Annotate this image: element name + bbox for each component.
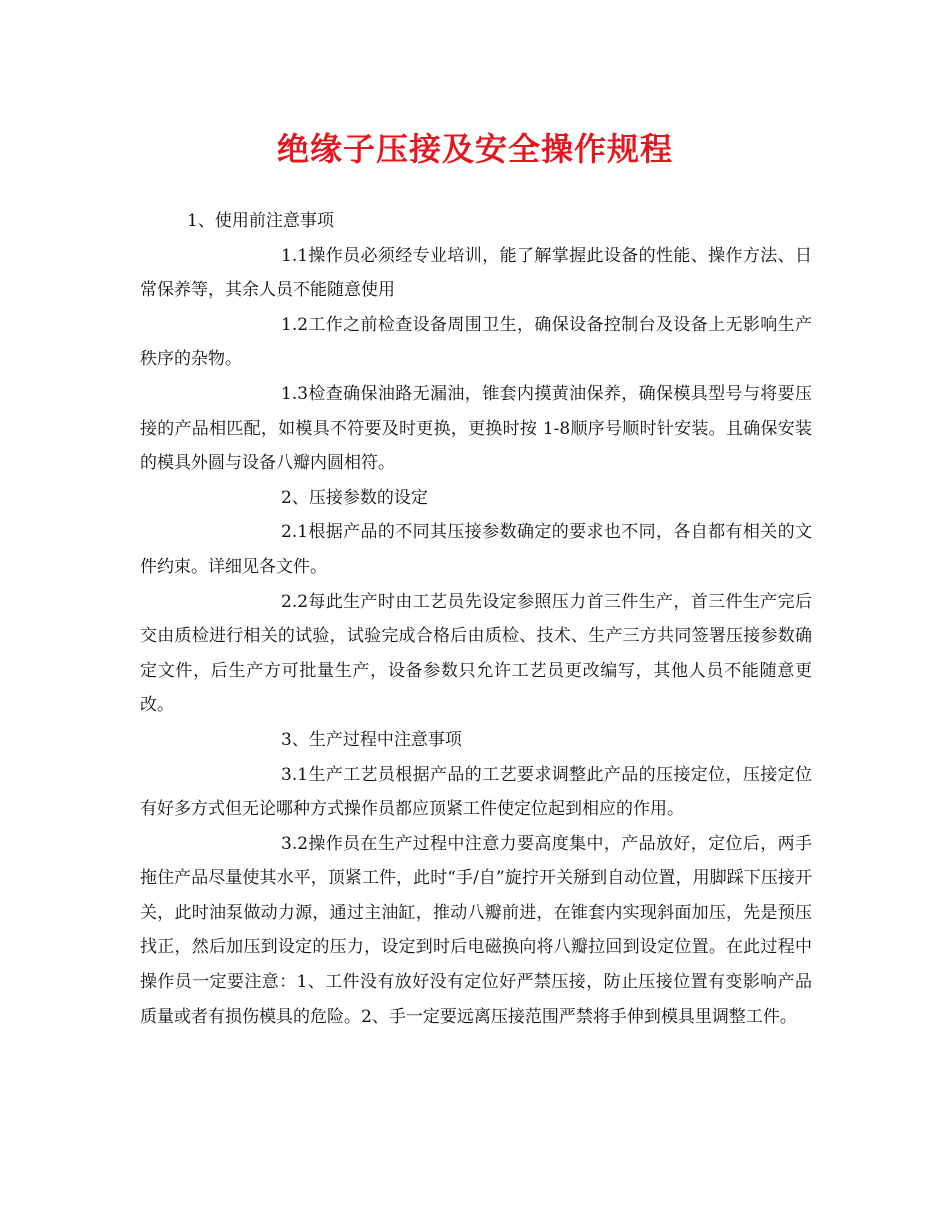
section-heading-1: 1、使用前注意事项 bbox=[187, 211, 334, 231]
paragraph-2-1: 2.1根据产品的不同其压接参数确定的要求也不同，各自都有相关的文件约束。详细见各文件。 bbox=[140, 522, 812, 577]
paragraph-3-1: 3.1生产工艺员根据产品的工艺要求调整此产品的压接定位，压接定位有好多方式但无论哪种方式操作员都应顶紧工件使定位起到相应的作用。 bbox=[140, 764, 812, 820]
document-body bbox=[140, 204, 812, 1034]
paragraph-1-1: 1.1操作员必须经专业培训，能了解掌握此设备的性能、操作方法、日常保养等，其余人员不能随意使用 bbox=[140, 245, 812, 301]
document-title: 绝缘子压接及安全操作规程 bbox=[276, 130, 673, 168]
section-heading-2: 2、压接参数的设定 bbox=[281, 487, 428, 508]
paragraph-2-2: 2.2每此生产时由工艺员先设定参照压力首三件生产，首三件生产完后交由质检进行相关的试验，试验完成合格后由质检、技术、生产三方共同签署压接参数确定文件，后生产方可批量生产，设备参数只允许工艺员更改编写，其他人员不能随意更改。 bbox=[140, 591, 812, 716]
paragraph-1-3: 1.3检查确保油路无漏油，锥套内摸黄油保养，确保模具型号与将要压接的产品相匹配，如模具不符要及时更换，更换时按 1-8顺序号顺时针安装。且确保安装的模具外圆与设备八瓣内圆相符。 bbox=[140, 383, 812, 474]
section-heading-3: 3、生产过程中注意事项 bbox=[281, 729, 462, 750]
paragraph-1-2: 1.2工作之前检查设备周围卫生，确保设备控制台及设备上无影响生产秩序的杂物。 bbox=[140, 314, 812, 370]
paragraph-3-2: 3.2操作员在生产过程中注意力要高度集中，产品放好，定位后，两手拖住产品尽量使其水平，顶紧工件，此时“手/自”旋拧开关掰到自动位置，用脚踩下压接开关，此时油泵做动力源，通过主油缸，推动八瓣前进，在锥套内实现斜面加压，先是预压找正，然后加压到设定的压力，设定到时后电磁换向将八瓣拉回到设定位置。在此过程中操作员一定要注意：1、工件没有放好没有定位好严禁压接，防止压接位置有变影响产品质量或者有损伤模具的危险。2、手一定要远离压接范围严禁将手伸到模具里调整工件。 bbox=[140, 833, 812, 1027]
